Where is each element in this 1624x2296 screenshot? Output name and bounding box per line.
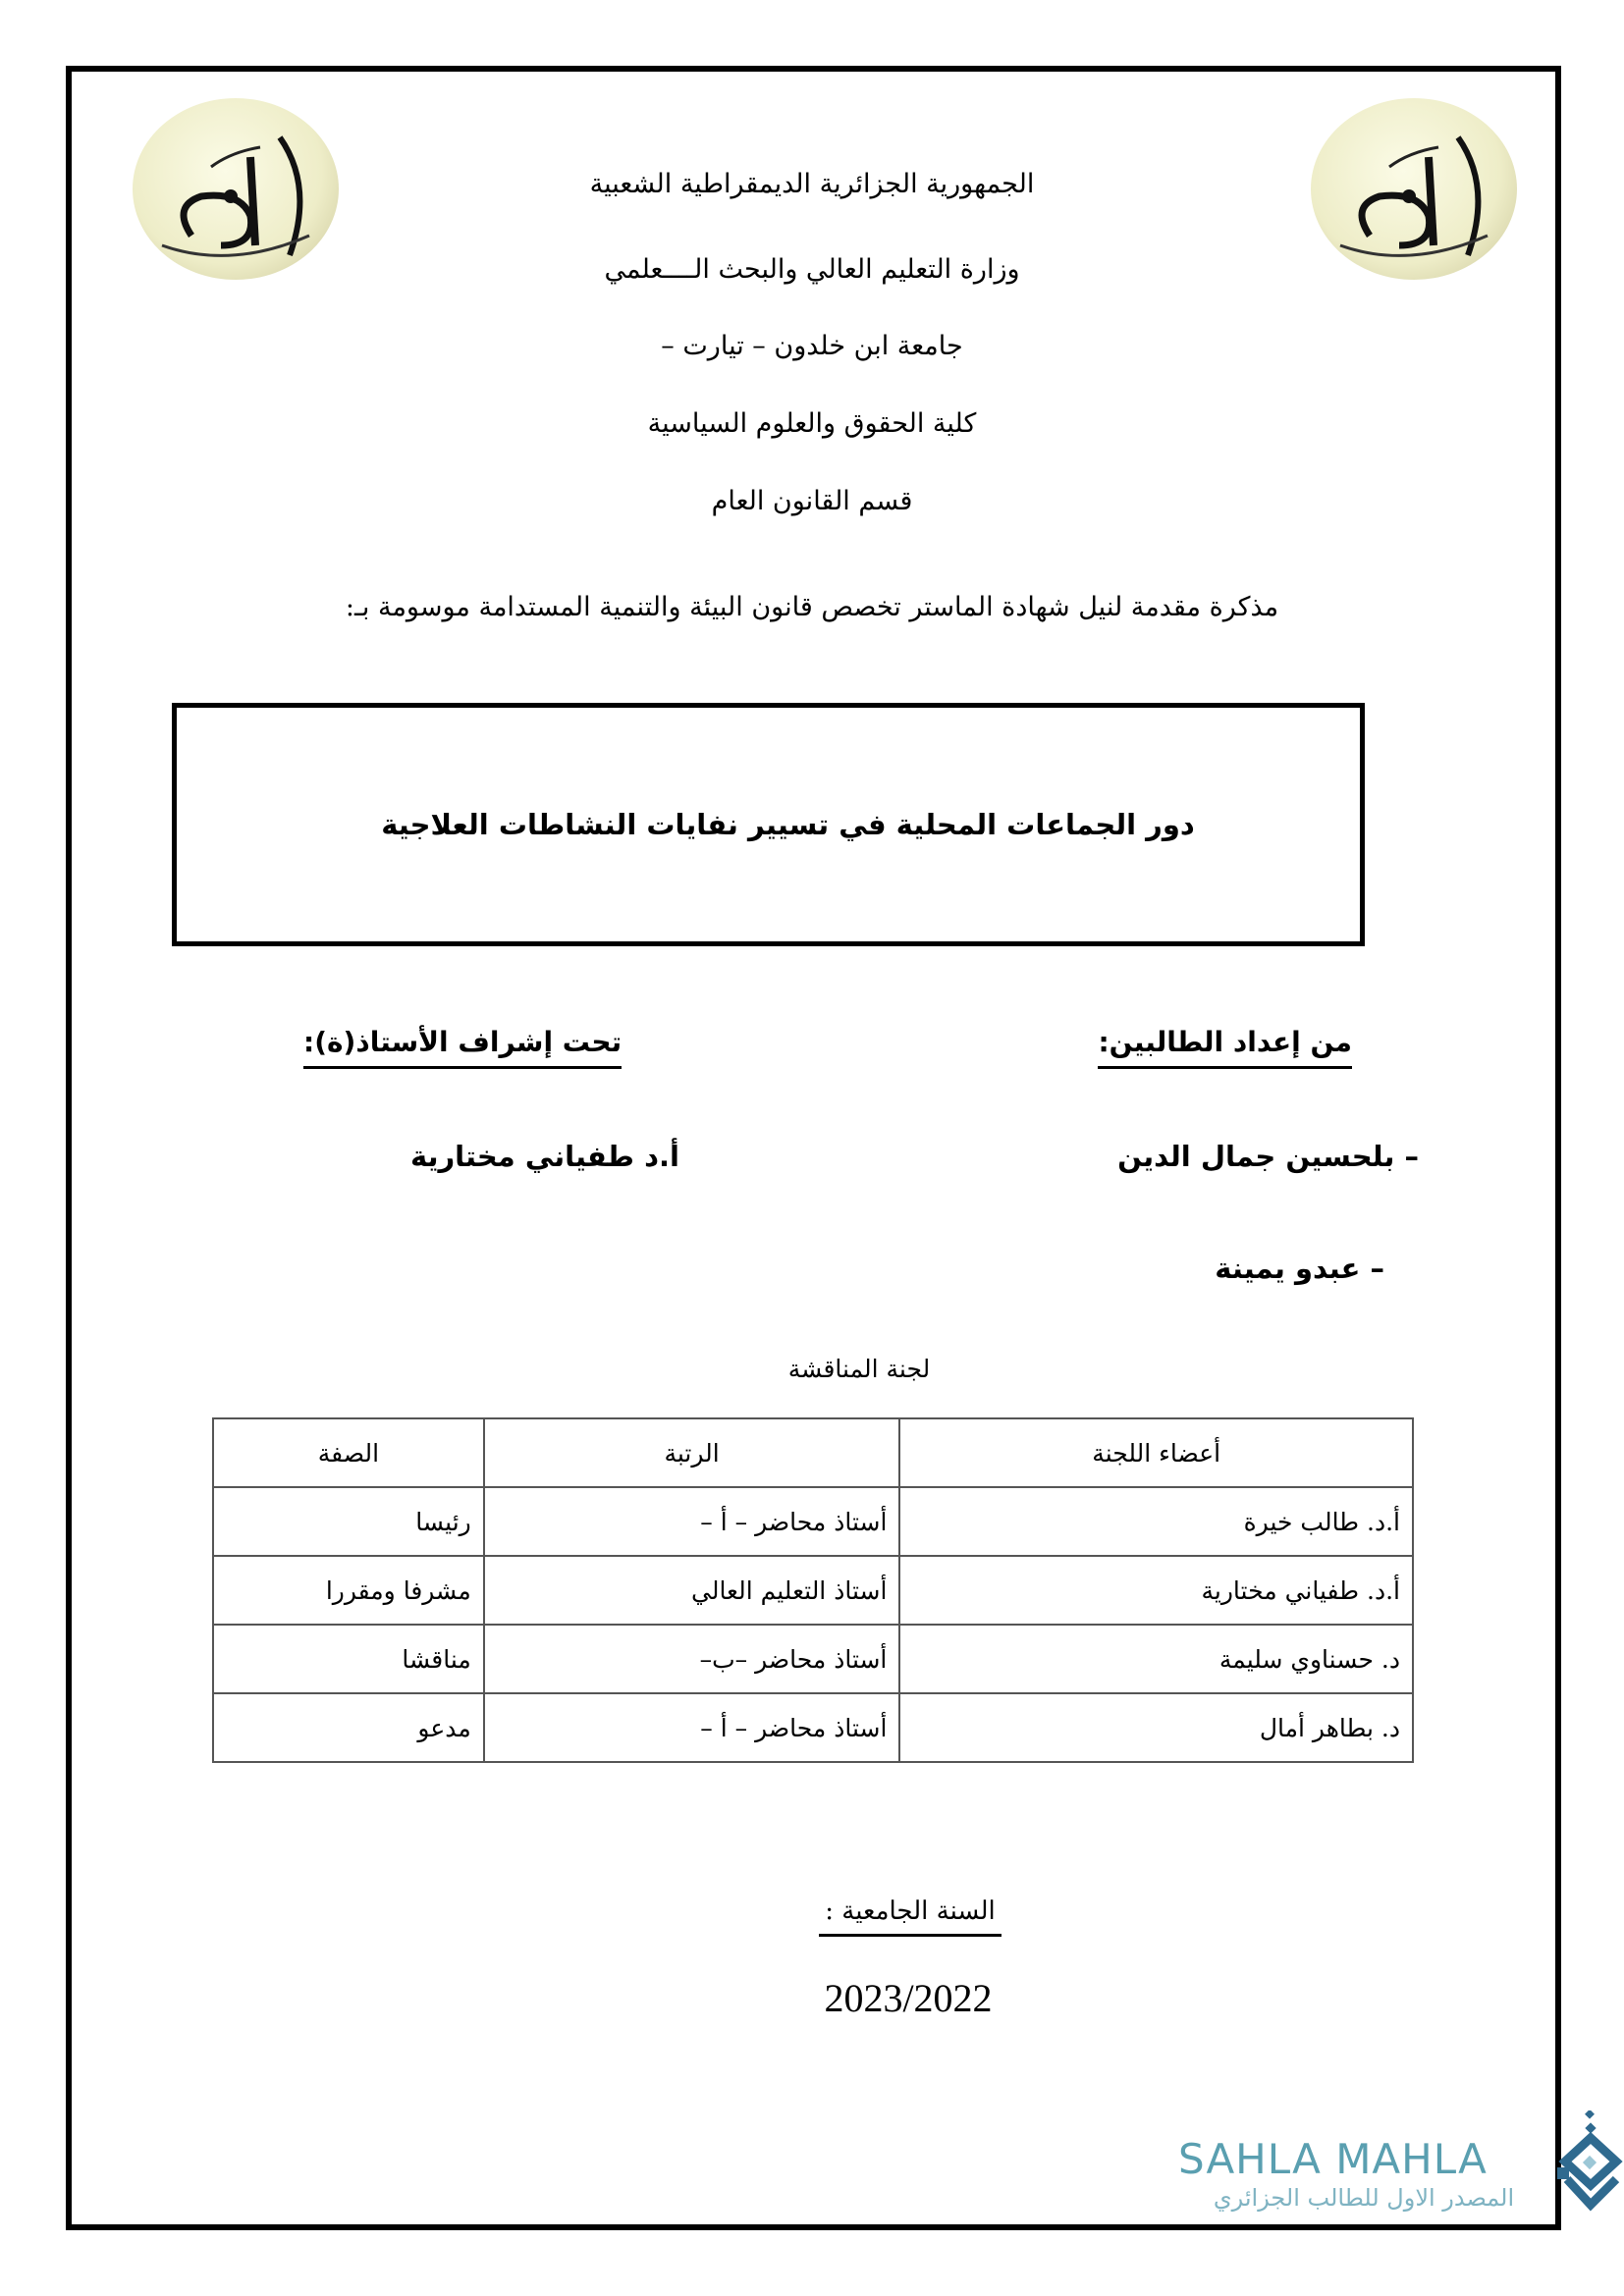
thesis-title: دور الجماعات المحلية في تسيير نفايات النشاطات العلاجية (381, 808, 1195, 841)
watermark-subtitle: المصدر الاول للطالب الجزائري (1213, 2184, 1515, 2212)
department-name: قسم القانون العام (711, 486, 913, 516)
student-name: – بلحسين جمال الدين (1117, 1140, 1419, 1173)
supervisor-name: أ.د طفياني مختارية (410, 1140, 679, 1173)
table-row (213, 1487, 1413, 1556)
member-name: د. بطاهر أمال (899, 1693, 1413, 1762)
table-row (213, 1625, 1413, 1693)
supervisor-label: تحت إشراف الأستاذ(ة): (303, 1025, 622, 1069)
member-name: أ.د. طفياني مختارية (899, 1556, 1413, 1625)
header-member: أعضاء اللجنة (899, 1418, 1413, 1487)
academic-year-label: السنة الجامعية : (819, 1895, 1001, 1937)
header-rank: الرتبة (484, 1418, 900, 1487)
watermark-title: SAHLA MAHLA (1178, 2135, 1488, 2183)
students-label: من إعداد الطالبين: (1098, 1025, 1352, 1069)
memo-description: مذكرة مقدمة لنيل شهادة الماستر تخصص قانون البيئة والتنمية المستدامة موسومة بـ: (345, 592, 1279, 622)
member-name: أ.د. طالب خيرة (899, 1487, 1413, 1556)
committee-table (212, 1417, 1414, 1763)
member-role: مناقشا (213, 1625, 484, 1693)
member-role: رئيسا (213, 1487, 484, 1556)
member-rank: أستاذ محاضر –ب– (484, 1625, 900, 1693)
member-rank: أستاذ التعليم العالي (484, 1556, 900, 1625)
table-row (213, 1556, 1413, 1625)
faculty-name: كلية الحقوق والعلوم السياسية (647, 408, 977, 439)
university-name: جامعة ابن خلدون – تيارت – (661, 331, 963, 361)
ministry-name: وزارة التعليم العالي والبحث الــــعلمي (604, 254, 1020, 285)
member-role: مشرفا ومقررا (213, 1556, 484, 1625)
sahla-mahla-logo-icon (1557, 2110, 1624, 2215)
thesis-title-box (172, 703, 1365, 946)
header-role: الصفة (213, 1418, 484, 1487)
country-name: الجمهورية الجزائرية الديمقراطية الشعبية (589, 169, 1035, 199)
table-row (213, 1693, 1413, 1762)
committee-title: لجنة المناقشة (787, 1355, 931, 1383)
member-rank: أستاذ محاضر – أ – (484, 1693, 900, 1762)
member-name: د. حسناوي سليمة (899, 1625, 1413, 1693)
academic-year-value: 2023/2022 (824, 1976, 993, 2020)
student-name: – عبدو يمينة (1215, 1252, 1384, 1285)
member-role: مدعو (213, 1693, 484, 1762)
table-header-row (213, 1418, 1413, 1487)
member-rank: أستاذ محاضر – أ – (484, 1487, 900, 1556)
